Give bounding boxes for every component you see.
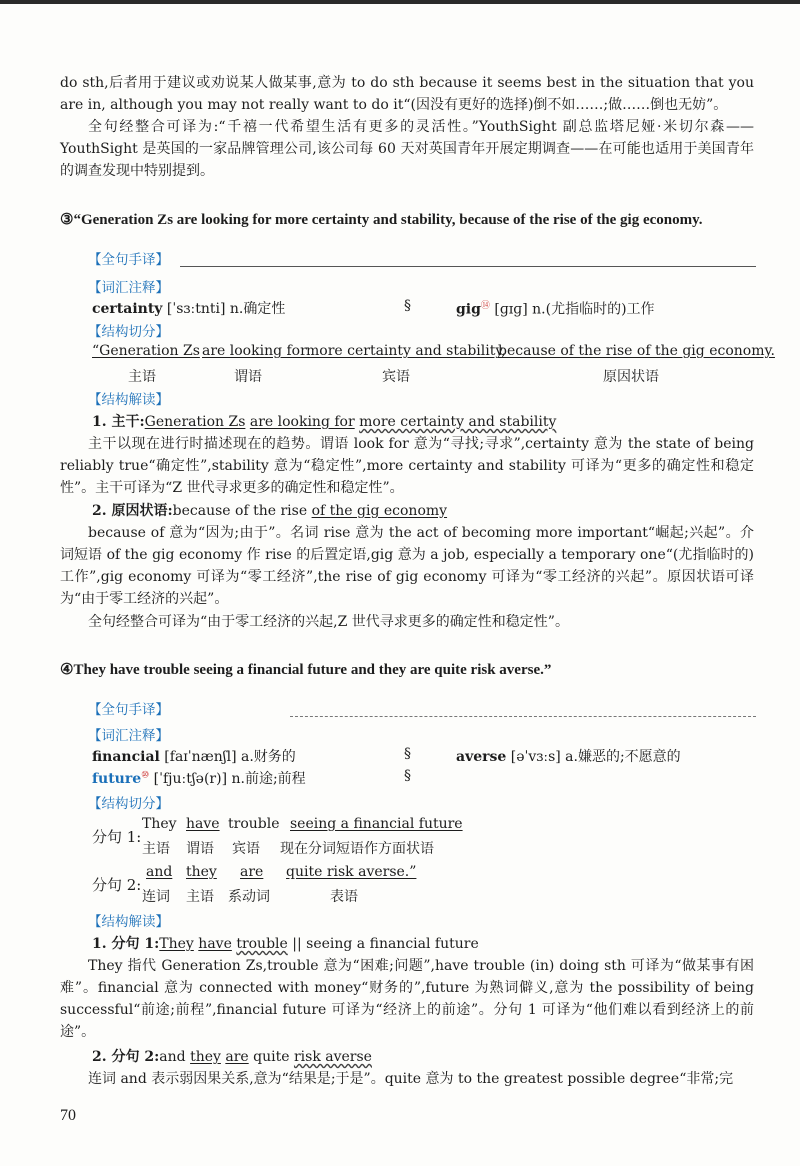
- predicate: are looking for: [249, 414, 355, 430]
- predicative: risk averse: [293, 1049, 372, 1065]
- clause-word: they: [186, 864, 217, 880]
- clause-2-label: 分句 2:: [92, 876, 142, 894]
- clause-word: and: [146, 864, 173, 880]
- vocab-word: certainty: [92, 301, 163, 317]
- predicate: have: [198, 936, 232, 952]
- vocab-word: gig: [456, 301, 481, 318]
- vocab-word: financial: [92, 749, 160, 765]
- split-label: 宾语: [382, 369, 410, 385]
- object: more certainty and stability: [359, 414, 557, 430]
- subject: They: [159, 936, 194, 952]
- vocab-def: [əˈvɜːs] a.嫌恶的;不愿意的: [506, 749, 681, 765]
- conjunction: and: [159, 1049, 191, 1065]
- frequency-badge: ⑩: [141, 770, 150, 781]
- subject: Generation Zs: [144, 414, 246, 430]
- postmodifier: of the gig economy: [311, 503, 448, 519]
- sentence-4: ④They have trouble seeing a financial future and they are quite risk averse.”: [60, 662, 552, 678]
- split-segment: “Generation Zs: [92, 343, 200, 359]
- analysis-head: 2. 原因状语:: [92, 503, 173, 519]
- split-segment: because of the rise of the gig economy.: [498, 343, 775, 359]
- analysis-text-2: because of 意为“因为;由于”。名词 rise 意为 the act of becoming more important“崛起;兴起”。介词短语 of the gig economy 作 rise 的后置定语,gig 意为 a job, especially a temporary one“(尤指临时的)工作”,gig economy 可译为“零工经济”,the rise of gig economy 可译为“零工经济的兴起”。原因状语可译为“由于零工经济的兴起”。: [60, 525, 754, 607]
- analysis-head: 1. 主干:: [92, 414, 145, 430]
- clause-role: 系动词: [228, 889, 270, 905]
- tag-analysis-3: 【结构解读】: [88, 392, 169, 408]
- clause-word: are: [240, 864, 264, 880]
- page-number: 70: [60, 1107, 76, 1124]
- analysis-heading-1: [92, 411, 556, 431]
- translate-line-3: [180, 266, 756, 267]
- analysis-heading-4-2: [92, 1046, 372, 1066]
- clause-word: have: [186, 816, 220, 832]
- clause-role: 现在分词短语作方面状语: [280, 841, 434, 857]
- vocab-financial: [92, 746, 296, 766]
- analysis-head: 1. 分句 1:: [92, 936, 160, 952]
- analysis-heading-4-1: [92, 933, 479, 953]
- analysis-heading-2: [92, 500, 447, 520]
- vocab-word: future: [92, 771, 142, 787]
- split-label: 谓语: [234, 369, 262, 385]
- frequency-badge: ⑭: [480, 301, 490, 311]
- split-segment: are looking for: [202, 343, 307, 359]
- tag-vocab-3: 【词汇注释】: [88, 280, 169, 296]
- vocab-gig: [456, 298, 655, 319]
- tag-split-4: 【结构切分】: [88, 796, 169, 812]
- vocab-def: [ɡɪɡ] n.(尤指临时的)工作: [489, 301, 655, 318]
- subject: they: [190, 1049, 221, 1065]
- clause-role: 主语: [142, 841, 170, 857]
- translate-line-4: [290, 716, 756, 717]
- tag-vocab-4: 【词汇注释】: [88, 728, 169, 744]
- analysis-head: 2. 分句 2:: [92, 1049, 160, 1065]
- vocab-word: averse: [456, 749, 507, 765]
- sentence-3: ③“Generation Zs are looking for more certainty and stability, because of the rise of the gig economy.: [60, 212, 703, 228]
- tag-translate-4: 【全句手译】: [88, 702, 169, 718]
- clause-word: seeing a financial future: [290, 816, 463, 832]
- linking-verb: are: [225, 1049, 249, 1065]
- vocab-separator: §: [404, 746, 411, 762]
- intro-translation: 全句经整合可译为:“千禧一代希望生活有更多的灵活性。”YouthSight 副总监塔尼娅·米切尔森——YouthSight 是英国的一家品牌管理公司,该公司每 60 天对英国青年开展定期调查——在可能也适用于美国青年的调查发现中特别提到。: [60, 119, 754, 179]
- vocab-separator: §: [404, 768, 411, 784]
- adverbial: || seeing a financial future: [287, 936, 479, 952]
- clause-role: 连词: [142, 889, 170, 905]
- tag-translate-3: 【全句手译】: [88, 252, 169, 268]
- adverb: quite: [248, 1049, 294, 1065]
- vocab-def: [ˈsɜːtnti] n.确定性: [162, 301, 286, 317]
- vocab-separator: §: [404, 298, 411, 314]
- split-segment: more certainty and stability,: [306, 343, 506, 359]
- intro-paragraph: do sth,后者用于建议或劝说某人做某事,意为 to do sth because it seems best in the situation that you are in, although you may not really want to do it“(因没有更好的选择)倒不如……;做……倒也无妨”。: [60, 75, 754, 113]
- analysis-text-4-2: 连词 and 表示弱因果关系,意为“结果是;于是”。quite 意为 to the greatest possible degree“非常;完: [88, 1071, 734, 1087]
- split-label: 原因状语: [603, 369, 659, 385]
- analysis-text-1: 主干以现在进行时描述现在的趋势。谓语 look for 意为“寻找;寻求”,certainty 意为 the state of being reliably true“确定性”,stability 意为“稳定性”,more certainty and stability 可译为“更多的确定性和稳定性”。主干可译为“Z 世代寻求更多的确定性和稳定性”。: [60, 436, 754, 496]
- analysis-text-4-1: They 指代 Generation Zs,trouble 意为“困难;问题”,have trouble (in) doing sth 可译为“做某事有困难”。financial 意为 connected with money“财务的”,future 为熟词僻义,意为 the possibility of being successful“前途;前程”,financial future 可译为“经济上的前途”。分句 1 可译为“他们难以看到经济上的前途”。: [60, 958, 754, 1040]
- clause-word: quite risk averse.”: [286, 864, 417, 880]
- clause-role: 表语: [330, 889, 358, 905]
- top-rule: [0, 0, 800, 4]
- split-label: 主语: [128, 369, 156, 385]
- clause-role: 宾语: [232, 841, 260, 857]
- vocab-def: [faɪˈnænʃl] a.财务的: [159, 749, 296, 765]
- clause-word: trouble: [228, 816, 280, 832]
- clause-role: 谓语: [186, 841, 214, 857]
- vocab-averse: [456, 746, 681, 766]
- clause-role: 主语: [186, 889, 214, 905]
- tag-analysis-4: 【结构解读】: [88, 914, 169, 930]
- vocab-def: [ˈfjuːtʃə(r)] n.前途;前程: [149, 771, 306, 787]
- phrase-head: because of the rise: [172, 503, 312, 519]
- clause-word: They: [142, 816, 177, 832]
- summary-3: 全句经整合可译为“由于零工经济的兴起,Z 世代寻求更多的确定性和稳定性”。: [88, 614, 569, 630]
- vocab-certainty: [92, 298, 285, 318]
- vocab-future: [92, 768, 306, 788]
- clause-1-label: 分句 1:: [92, 828, 142, 846]
- tag-split-3: 【结构切分】: [88, 324, 169, 340]
- object: trouble: [236, 936, 288, 952]
